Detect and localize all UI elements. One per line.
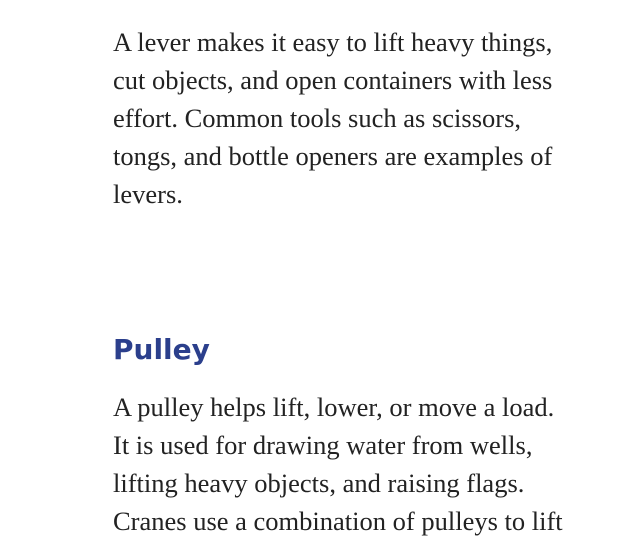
pulley-paragraph-line: lifting heavy objects, and raising flags.	[113, 468, 525, 498]
lever-paragraph-line: levers.	[113, 179, 183, 209]
pulley-paragraph	[113, 388, 638, 540]
lever-paragraph	[113, 23, 638, 213]
pulley-heading: Pulley	[113, 333, 210, 366]
pulley-paragraph-line: It is used for drawing water from wells,	[113, 430, 533, 460]
lever-paragraph-line: cut objects, and open containers with less	[113, 65, 553, 95]
lever-paragraph-line: A lever makes it easy to lift heavy things,	[113, 27, 553, 57]
pulley-paragraph-line: A pulley helps lift, lower, or move a load.	[113, 392, 555, 422]
pulley-paragraph-line: Cranes use a combination of pulleys to lift	[113, 506, 563, 536]
lever-paragraph-line: tongs, and bottle openers are examples of	[113, 141, 553, 171]
lever-paragraph-line: effort. Common tools such as scissors,	[113, 103, 522, 133]
